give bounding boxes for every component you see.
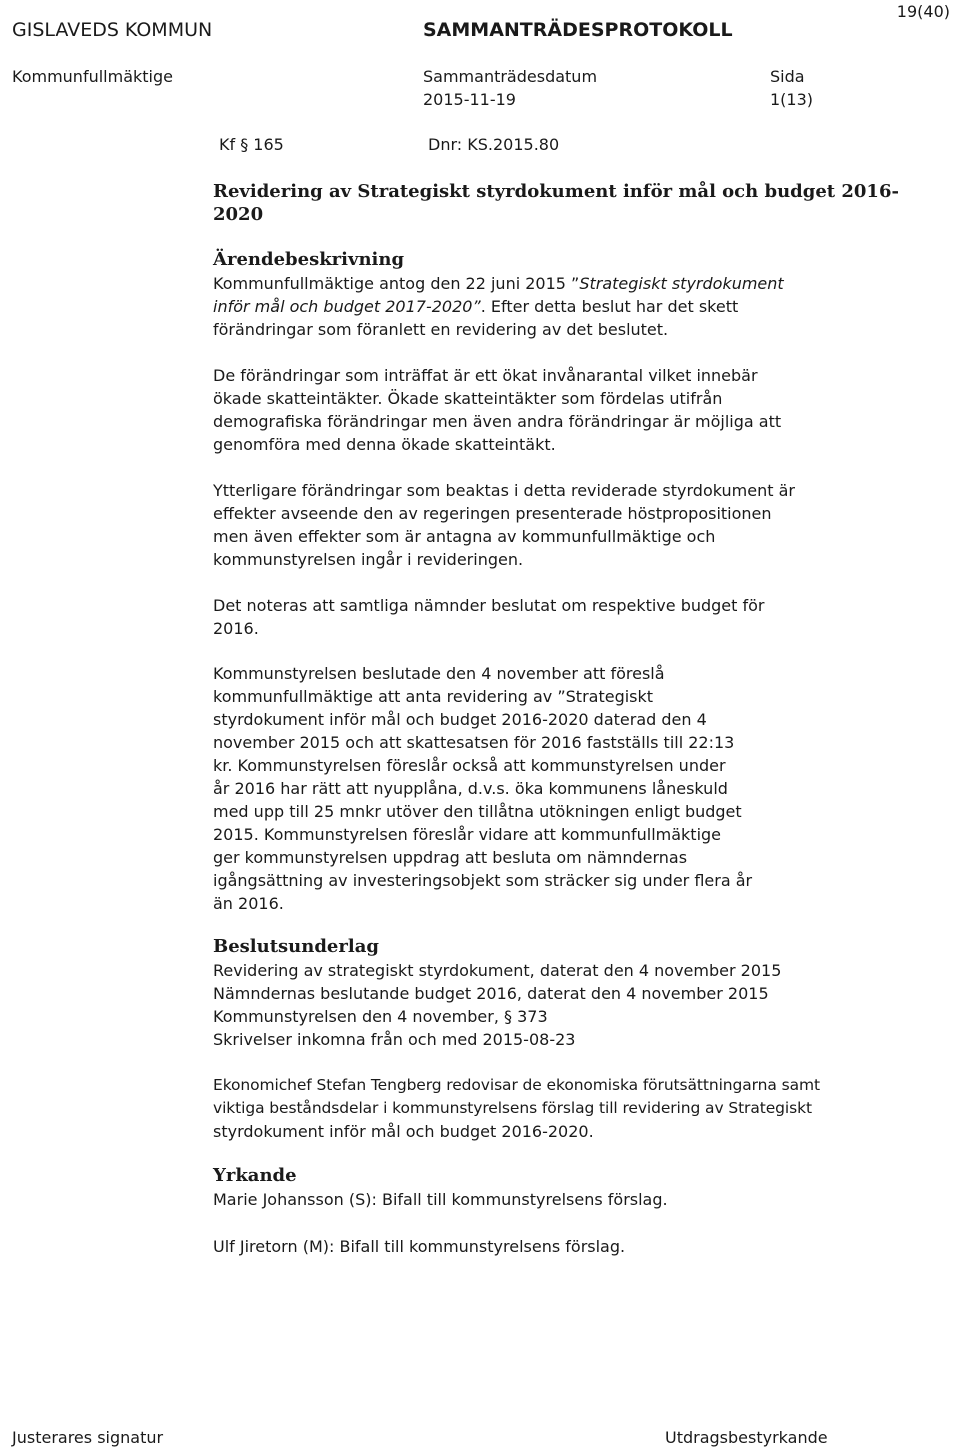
case-kf: Kf § 165 [219,135,284,154]
paragraph-5-line-1: Kommunstyrelsen beslutade den 4 november att föreslå [213,664,665,683]
paragraph-3-line-3: men även effekter som är antagna av kommunfullmäktige och [213,527,716,546]
paragraph-5-line-3: styrdokument inför mål och budget 2016-2020 daterad den 4 [213,710,707,729]
org-name: GISLAVEDS KOMMUN [12,19,213,41]
paragraph-2-line-4: genomföra med denna ökade skatteintäkt. [213,435,556,454]
paragraph-5-line-5: kr. Kommunstyrelsen föreslår också att kommunstyrelsen under [213,756,726,775]
paragraph-5-line-10: igångsättning av investeringsobjekt som sträcker sig under flera år [213,871,753,890]
yrkande-line-1: Marie Johansson (S): Bifall till kommunstyrelsens förslag. [213,1190,668,1209]
ekonomichef-line-3: styrdokument inför mål och budget 2016-2020. [213,1122,594,1141]
page-number: 19(40) [896,2,950,21]
beslutsunderlag-item: Skrivelser inkomna från och med 2015-08-23 [213,1030,576,1049]
paragraph-5-line-8: 2015. Kommunstyrelsen föreslår vidare att kommunfullmäktige [213,825,722,844]
body-label: Kommunfullmäktige [12,67,173,86]
date-label: Sammanträdesdatum [423,67,598,86]
footer-utdragsbestyrkande: Utdragsbestyrkande [665,1428,828,1447]
yrkande-line-2: Ulf Jiretorn (M): Bifall till kommunstyrelsens förslag. [213,1237,626,1256]
heading-arendebeskrivning: Ärendebeskrivning [213,249,405,270]
paragraph-3-line-4: kommunstyrelsen ingår i revideringen. [213,550,524,569]
paragraph-5-line-7: med upp till 25 mnkr utöver den tillåtna utökningen enligt budget [213,802,742,821]
beslutsunderlag-item: Kommunstyrelsen den 4 november, § 373 [213,1007,548,1026]
paragraph-5-line-4: november 2015 och att skattesatsen för 2016 fastställs till 22:13 [213,733,735,752]
heading-beslutsunderlag: Beslutsunderlag [213,936,379,957]
paragraph-4-line-2: 2016. [213,619,259,638]
paragraph-1-line-3: förändringar som föranlett en revidering av det beslutet. [213,320,669,339]
paragraph-3-line-2: effekter avseende den av regeringen presenterade höstpropositionen [213,504,772,523]
ekonomichef-line-1: Ekonomichef Stefan Tengberg redovisar de ekonomiska förutsättningarna samt [213,1076,820,1094]
paragraph-2-line-3: demografiska förändringar men även andra förändringar är möjliga att [213,412,782,431]
paragraph-4-line-1: Det noteras att samtliga nämnder beslutat om respektive budget för [213,596,765,615]
footer-justerares-signatur: Justerares signatur [12,1428,164,1447]
paragraph-3-line-1: Ytterligare förändringar som beaktas i detta reviderade styrdokument är [213,481,795,500]
page-value: 1(13) [770,90,814,109]
heading-yrkande: Yrkande [213,1165,297,1186]
page-label: Sida [770,67,805,86]
paragraph-5-line-6: år 2016 har rätt att nyupplåna, d.v.s. öka kommunens låneskuld [213,779,728,798]
paragraph-2-line-1: De förändringar som inträffat är ett ökat invånarantal vilket innebär [213,366,758,385]
paragraph-1-line-1: Kommunfullmäktige antog den 22 juni 2015 ”Strategiskt styrdokument [213,274,784,293]
beslutsunderlag-item: Nämndernas beslutande budget 2016, daterat den 4 november 2015 [213,984,769,1003]
beslutsunderlag-item: Revidering av strategiskt styrdokument, daterat den 4 november 2015 [213,961,782,980]
paragraph-5-line-2: kommunfullmäktige att anta revidering av ”Strategiskt [213,687,654,706]
case-dnr: Dnr: KS.2015.80 [428,135,560,154]
paragraph-5-line-9: ger kommunstyrelsen uppdrag att besluta om nämndernas [213,848,688,867]
date-value: 2015-11-19 [423,90,516,109]
paragraph-1-line-2: inför mål och budget 2017-2020”. Efter detta beslut har det skett [213,297,739,316]
document-title-line-2: 2020 [213,204,264,225]
paragraph-2-line-2: ökade skatteintäkter. Ökade skatteintäkter som fördelas utifrån [213,389,723,408]
ekonomichef-line-2: viktiga beståndsdelar i kommunstyrelsens förslag till revidering av Strategiskt [213,1099,812,1117]
doc-type: SAMMANTRÄDESPROTOKOLL [423,19,733,41]
paragraph-5-line-11: än 2016. [213,894,284,913]
document-title-line-1: Revidering av Strategiskt styrdokument inför mål och budget 2016- [213,181,899,202]
